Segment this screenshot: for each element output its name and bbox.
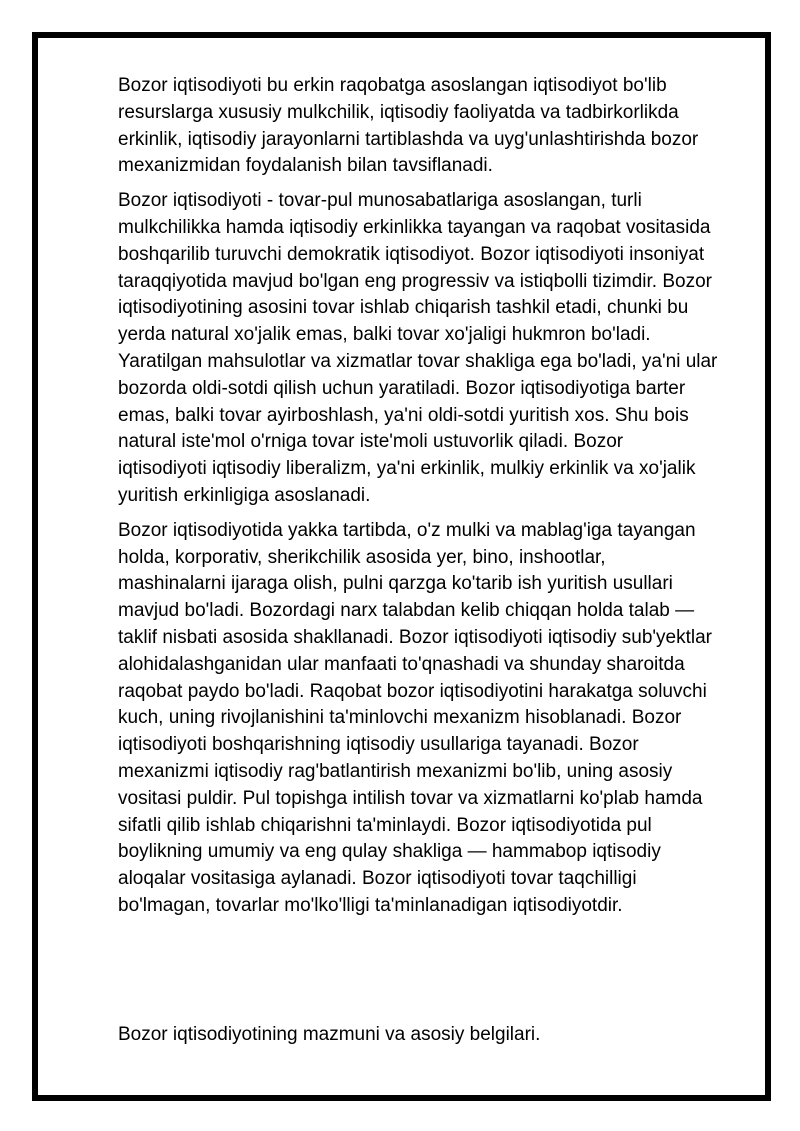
text-line: mashinalarni ijaraga olish, pulni qarzga ko'tarib ish yuritish usullari [118, 573, 673, 595]
paragraph-2 [118, 188, 718, 510]
text-line: taraqqiyotida mavjud bo'lgan eng progressiv va istiqbolli tizimdir. Bozor [118, 270, 712, 292]
text-line: Yaratilgan mahsulotlar va xizmatlar tovar shakliga ega bo'ladi, ya'ni ular [118, 350, 718, 372]
text-line: mulkchilikka hamda iqtisodiy erkinlikka tayangan va raqobat vositasida [118, 216, 711, 238]
paragraph-3 [118, 518, 712, 920]
section-heading: Bozor iqtisodiyotining mazmuni va asosiy belgilari. [118, 1024, 541, 1045]
paragraph-1 [118, 73, 708, 180]
text-line: kuch, uning rivojlanishini ta'minlovchi mexanizm hisoblanadi. Bozor [118, 707, 682, 729]
text-line: bo'lmagan, tovarlar mo'lko'lligi ta'minlanadigan iqtisodiyotdir. [118, 894, 623, 916]
text-line: Bozor iqtisodiyoti bu erkin raqobatga asoslangan iqtisodiyot bo'lib [118, 75, 667, 96]
text-line: Bozor iqtisodiyoti - tovar-pul munosabatlariga asoslangan, turli [118, 190, 642, 212]
text-line: boshqarilib turuvchi demokratik iqtisodiyot. Bozor iqtisodiyoti insoniyat [118, 243, 705, 265]
text-line: mexanizmidan foydalanish bilan tavsiflanadi. [118, 155, 493, 177]
text-line: vositasi puldir. Pul topishga intilish tovar va xizmatlarni ko'plab hamda [118, 787, 703, 809]
text-line: yuritish erkinligiga asoslanadi. [118, 484, 371, 506]
text-line: emas, balki tovar ayirboshlash, ya'ni oldi-sotdi yuritish xos. Shu bois [118, 404, 689, 426]
text-line: iqtisodiyotining asosini tovar ishlab chiqarish tashkil etadi, chunki bu [118, 297, 689, 319]
document-body [118, 73, 718, 928]
text-line: bozorda oldi-sotdi qilish uchun yaratiladi. Bozor iqtisodiyotiga barter [118, 377, 686, 399]
text-line: resurslarga xususiy mulkchilik, iqtisodiy faoliyatda va tadbirkorlikda [118, 101, 679, 123]
text-line: sifatli qilib ishlab chiqarishni ta'minlaydi. Bozor iqtisodiyotida pul [118, 814, 652, 836]
text-line: alohidalashganidan ular manfaati to'qnashadi va shunday sharoitda [118, 653, 685, 675]
text-line: aloqalar vositasiga aylanadi. Bozor iqtisodiyoti tovar taqchilligi [118, 868, 637, 890]
text-line: mexanizmi iqtisodiy rag'batlantirish mexanizmi bo'lib, uning asosiy [118, 760, 673, 782]
text-line: Bozor iqtisodiyotida yakka tartibda, o'z mulki va mablag'iga tayangan [118, 519, 696, 541]
text-line: boylikning umumiy va eng qulay shakliga — hammabop iqtisodiy [118, 841, 661, 863]
text-line: erkinlik, iqtisodiy jarayonlarni tartiblashda va uyg'unlashtirishda bozor [118, 128, 699, 150]
text-line: raqobat paydo bo'ladi. Raqobat bozor iqtisodiyotini harakatga soluvchi [118, 680, 707, 702]
text-line: natural iste'mol o'rniga tovar iste'moli ustuvorlik qiladi. Bozor [118, 431, 624, 453]
text-line: mavjud bo'ladi. Bozordagi narx talabdan kelib chiqqan holda talab — [118, 600, 695, 622]
text-line: taklif nisbati asosida shakllanadi. Bozor iqtisodiyoti iqtisodiy sub'yektlar [118, 626, 712, 648]
text-line: yerda natural xo'jalik emas, balki tovar xo'jaligi hukmron bo'ladi. [118, 324, 651, 346]
text-line: iqtisodiyoti boshqarishning iqtisodiy usullariga tayanadi. Bozor [118, 734, 639, 756]
page-frame [32, 32, 771, 1101]
text-line: iqtisodiyoti iqtisodiy liberalizm, ya'ni erkinlik, mulkiy erkinlik va xo'jalik [118, 458, 696, 480]
text-line: holda, korporativ, sherikchilik asosida yer, bino, inshootlar, [118, 546, 606, 568]
